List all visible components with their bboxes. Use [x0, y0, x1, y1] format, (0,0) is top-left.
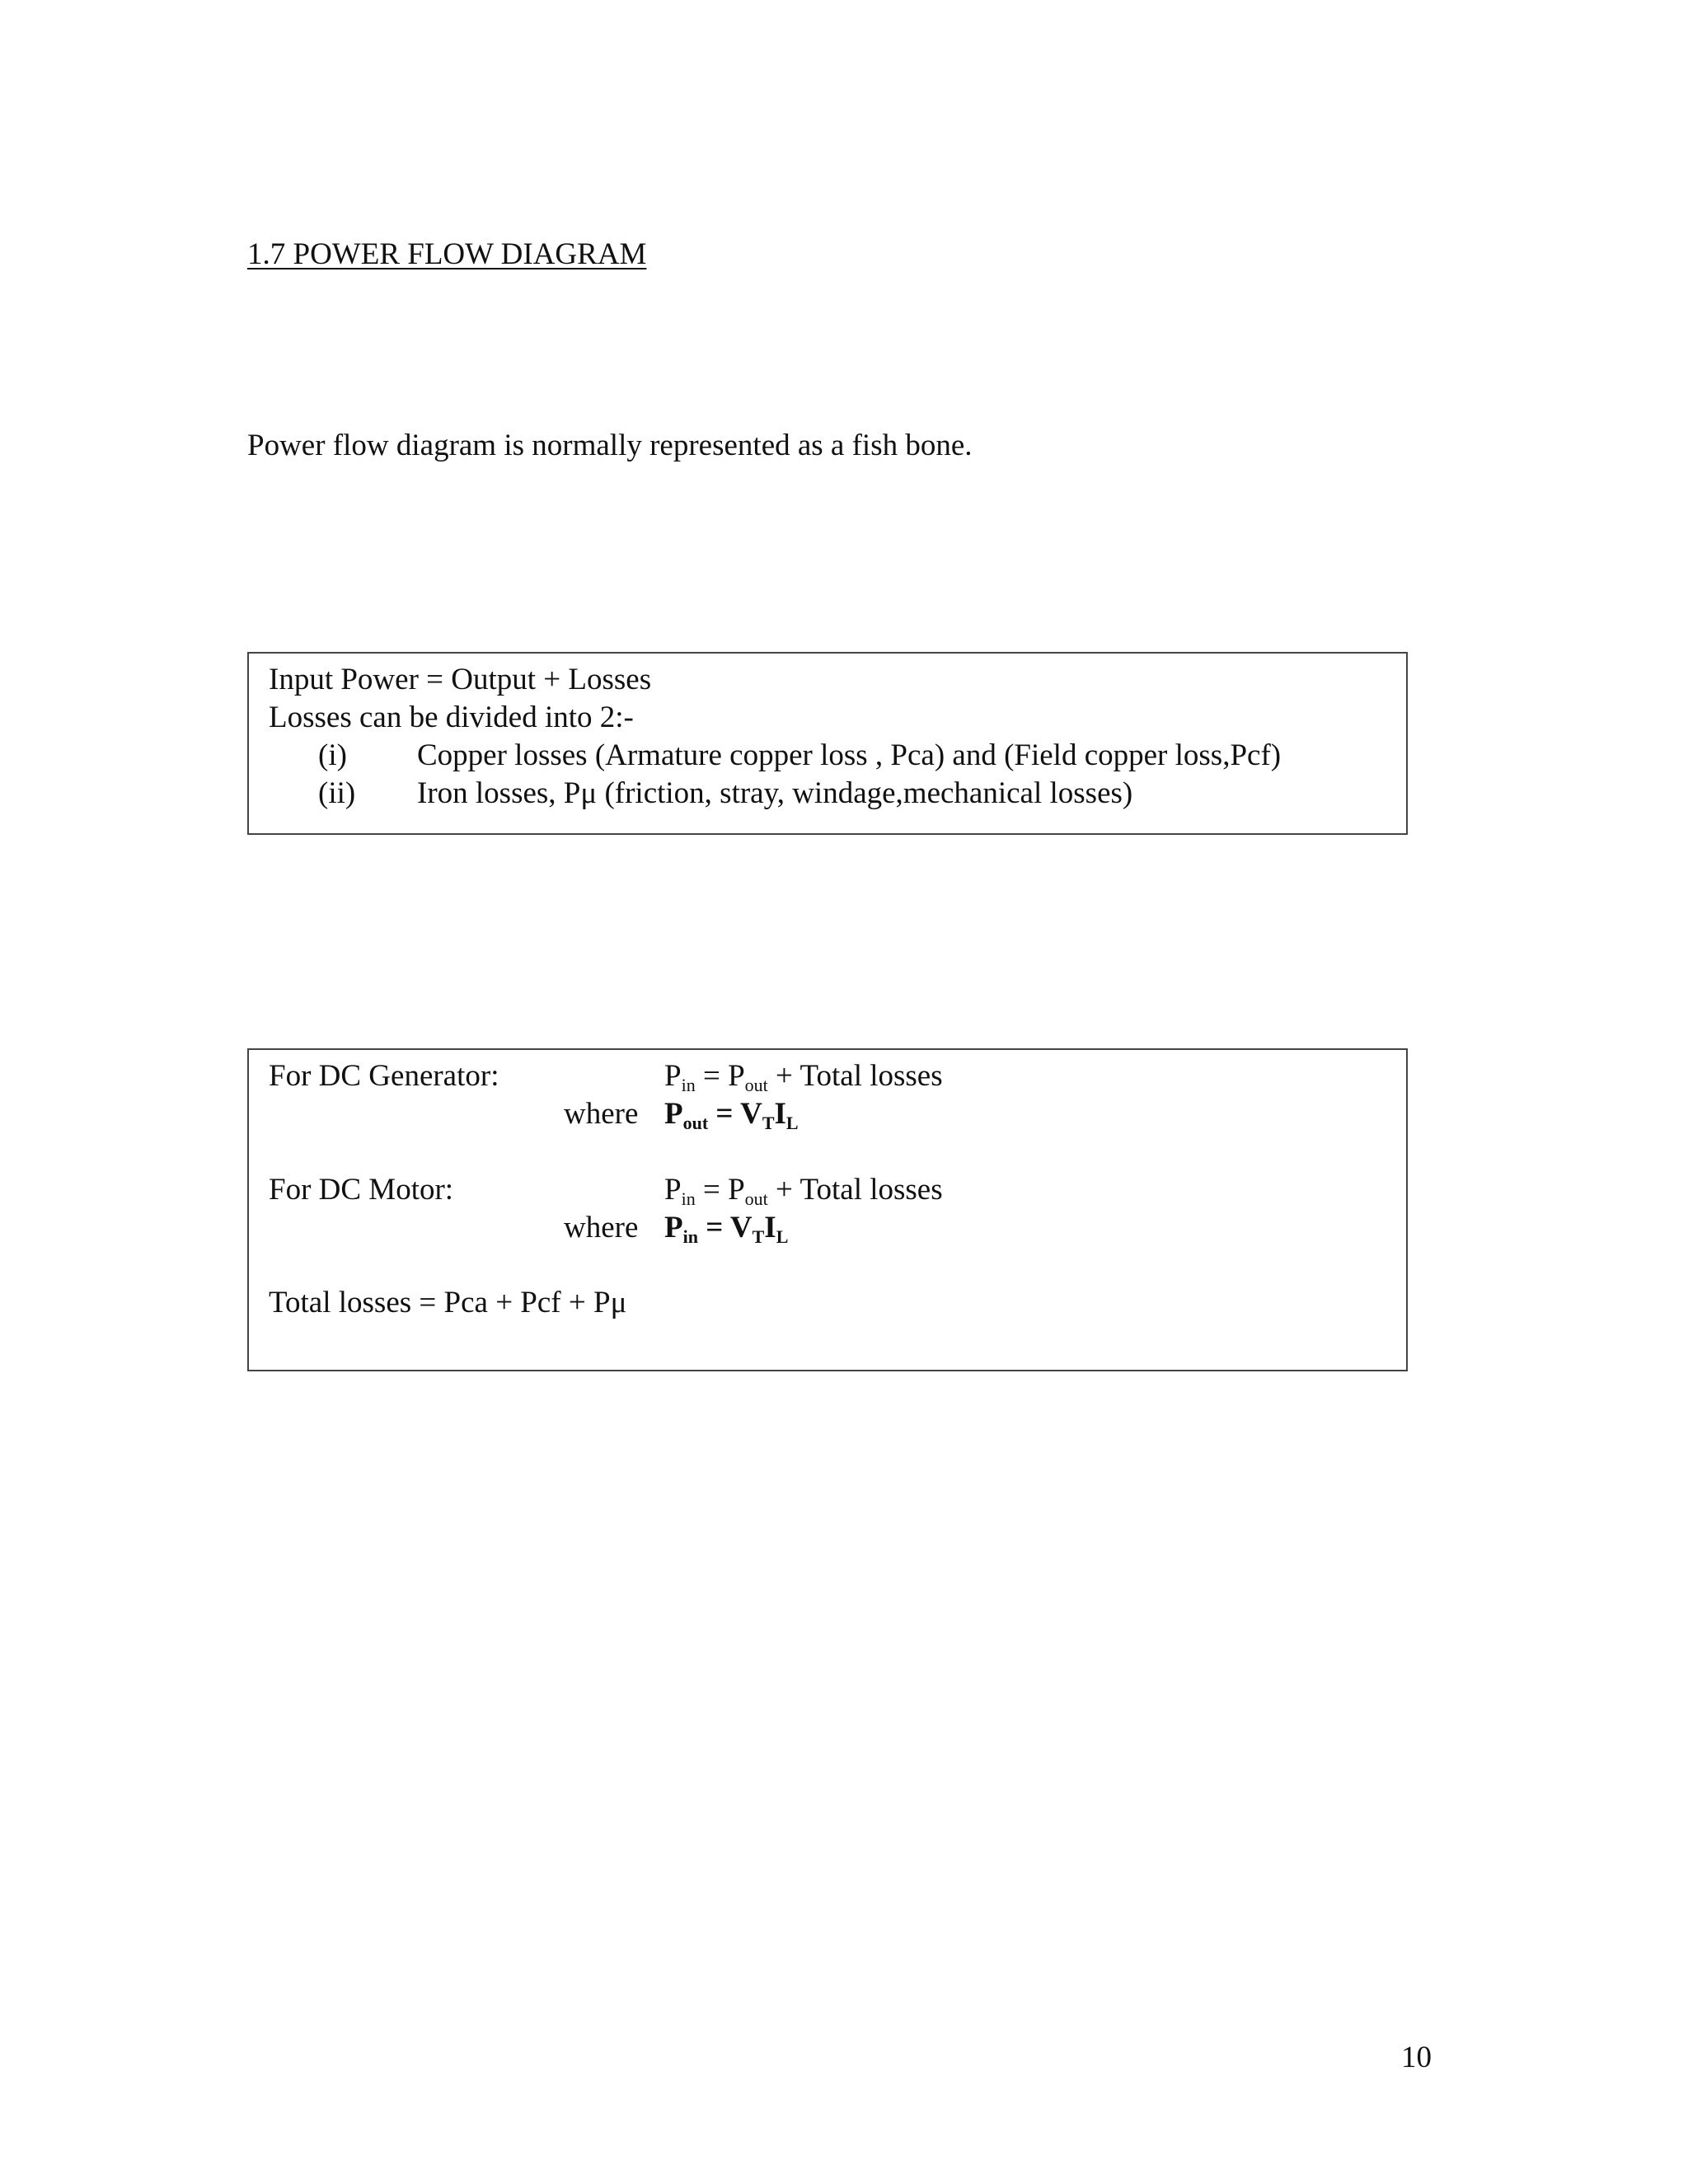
- motor-label: For DC Motor:: [269, 1173, 454, 1207]
- input-power-line: Input Power = Output + Losses: [269, 663, 652, 696]
- page-number: 10: [1401, 2041, 1432, 2074]
- losses-box: [247, 652, 1408, 835]
- motor-where: where: [564, 1211, 639, 1244]
- section-heading: 1.7 POWER FLOW DIAGRAM: [247, 237, 647, 271]
- total-losses-line: Total losses = Pca + Pcf + Pμ: [269, 1286, 627, 1319]
- list-item-number: (ii): [318, 776, 356, 810]
- list-item-copper-losses: Copper losses (Armature copper loss , Pca) and (Field copper loss,Pcf): [417, 738, 1282, 772]
- generator-output-formula: $P_{out} = V_TI_L$: [664, 1097, 799, 1133]
- list-item-iron-losses: Iron losses, Pμ (friction, stray, windage,mechanical losses): [417, 776, 1133, 810]
- motor-equation: $P_{in} = P_{out}$ + Total losses: [664, 1173, 943, 1209]
- intro-paragraph: Power flow diagram is normally represented as a fish bone.: [247, 429, 973, 462]
- list-item-number: (i): [318, 738, 347, 772]
- motor-input-formula: $P_{in} = V_TI_L$: [664, 1211, 789, 1247]
- generator-equation: $P_{in} = P_{out}$ + Total losses: [664, 1059, 943, 1095]
- generator-label: For DC Generator:: [269, 1059, 499, 1093]
- equations-box: [247, 1048, 1408, 1371]
- losses-divided-line: Losses can be divided into 2:-: [269, 701, 634, 734]
- generator-where: where: [564, 1097, 639, 1131]
